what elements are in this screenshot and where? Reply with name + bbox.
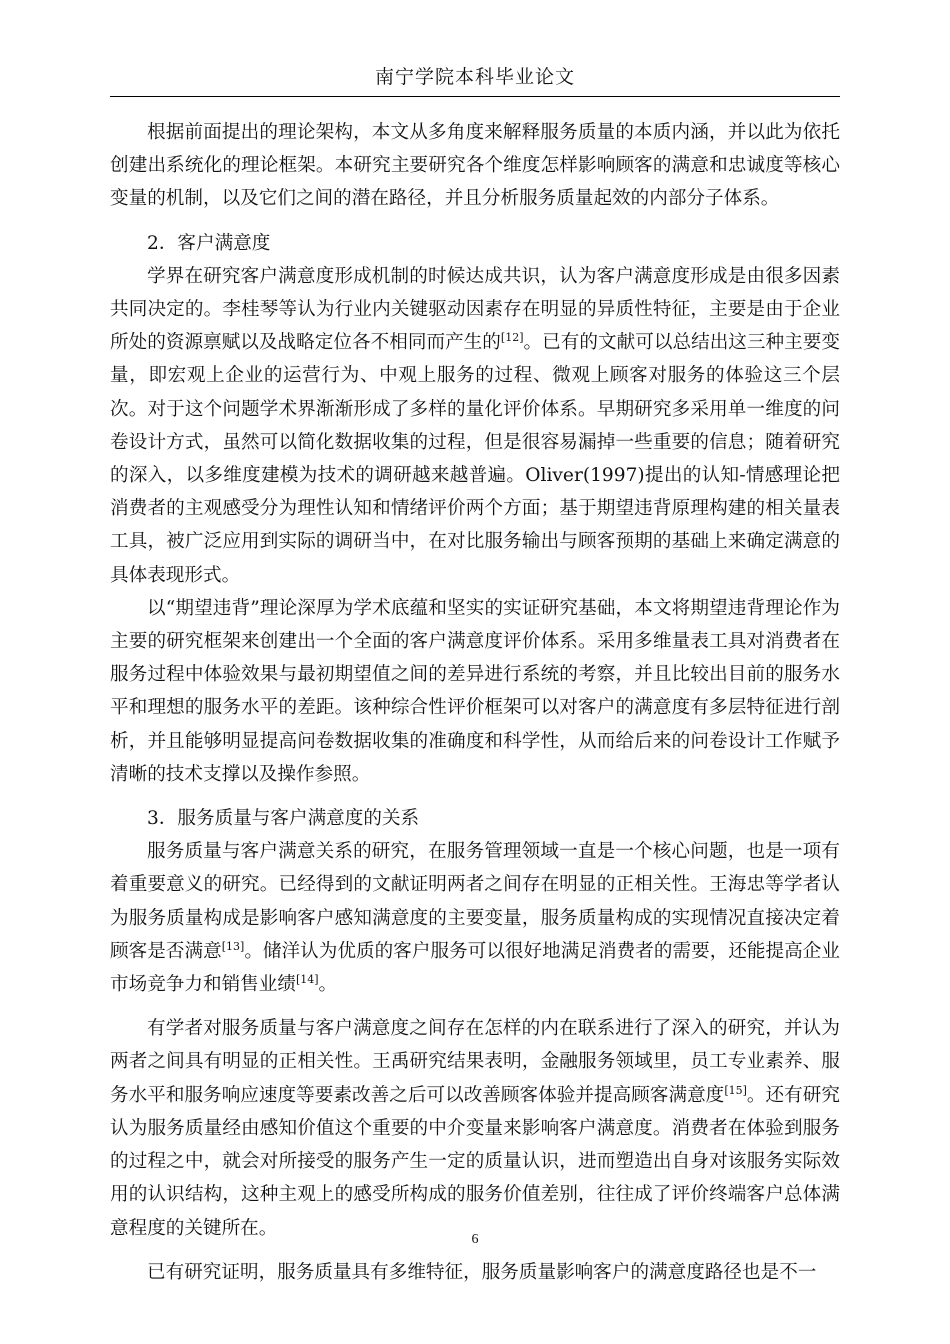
citation-14: [14] bbox=[295, 972, 319, 986]
page-number: 6 bbox=[471, 1232, 479, 1247]
paragraph-expectation-theory: 以“期望违背”理论深厚为学术底蕴和坚实的实证研究基础，本文将期望违背理论作为主要的研究框架来创建出一个全面的客户满意度评价体系。采用多维量表工具对消费者在服务过程中体验效果与最初期望值之间的差异进行系统的考察，并且比较出目前的服务水平和理想的服务水平的差距。该种综合性评价框架可以对客户的满意度有多层特征进行剖析，并且能够明显提高问卷数据收集的准确度和科学性，从而给后来的问卷设计工作赋予清晰的技术支撑以及操作参照。 bbox=[110, 597, 840, 785]
paragraph-inner-relationship: 有学者对服务质量与客户满意度之间存在怎样的内在联系进行了深入的研究，并认为两者之间具有明显的正相关性。王禹研究结果表明，金融服务领域里，员工专业素养、服务水平和服务响应速度等要素改善之后可以改善顾客体验并提高顾客满意度[15]。还有研究认为服务质量经由感知价值这个重要的中介变量来影响客户满意度。消费者在体验到服务的过程之中，就会对所接受的服务产生一定的质量认识，进而塑造出自身对该服务实际效用的认识结构，这种主观上的感受所构成的服务价值差别，往往成了评价终端客户总体满意程度的关键所在。 bbox=[110, 1018, 840, 1239]
citation-13: [13] bbox=[221, 939, 245, 953]
section-heading-relationship: 3．服务质量与客户满意度的关系 bbox=[147, 808, 420, 830]
paragraph-quality-satisfaction: 服务质量与客户满意关系的研究，在服务管理领域一直是一个核心问题，也是一项有着重要意义的研究。已经得到的文献证明两者之间存在明显的正相关性。王海忠等学者认为服务质量构成是影响客户感知满意度的主要变量，服务质量构成的实现情况直接决定着顾客是否满意[13]。储洋认为优质的客户服务可以很好地满足消费者的需要，还能提高企业市场竞争力和销售业绩[14]。 bbox=[110, 841, 840, 996]
paragraph-framework: 根据前面提出的理论架构，本文从多角度来解释服务质量的本质内涵，并以此为依托创建出系统化的理论框架。本研究主要研究各个维度怎样影响顾客的满意和忠诚度等核心变量的机制，以及它们之间的潜在路径，并且分析服务质量起效的内部分子体系。 bbox=[110, 122, 840, 210]
running-header: 南宁学院本科毕业论文 bbox=[374, 66, 575, 88]
section-heading-customer-satisfaction: 2．客户满意度 bbox=[147, 232, 271, 254]
paragraph-satisfaction-mechanism: 学界在研究客户满意度形成机制的时候达成共识，认为客户满意度形成是由很多因素共同决定的。李桂琴等认为行业内关键驱动因素存在明显的异质性特征，主要是由于企业所处的资源禀赋以及战略定位各不相同而产生的[12]。已有的文献可以总结出这三种主要变量，即宏观上企业的运营行为、中观上服务的过程、微观上顾客对服务的体验这三个层次。对于这个问题学术界渐渐形成了多样的量化评价体系。早期研究多采用单一维度的问卷设计方式，虽然可以简化数据收集的过程，但是很容易漏掉一些重要的信息；随着研究的深入，以多维度建模为技术的调研越来越普遍。Oliver(1997)提出的认知-情感理论把消费者的主观感受分为理性认知和情绪评价两个方面；基于期望违背原理构建的相关量表工具，被广泛应用到实际的调研当中，在对比服务输出与顾客预期的基础上来确定满意的具体表现形式。 bbox=[110, 265, 840, 586]
citation-12: [12] bbox=[500, 331, 524, 345]
body-text bbox=[110, 116, 840, 1289]
citation-15: [15] bbox=[724, 1083, 747, 1097]
paragraph-multidimensional: 已有研究证明，服务质量具有多维特征，服务质量影响客户的满意度路径也是不一 bbox=[147, 1261, 817, 1283]
header-rule bbox=[110, 96, 840, 97]
